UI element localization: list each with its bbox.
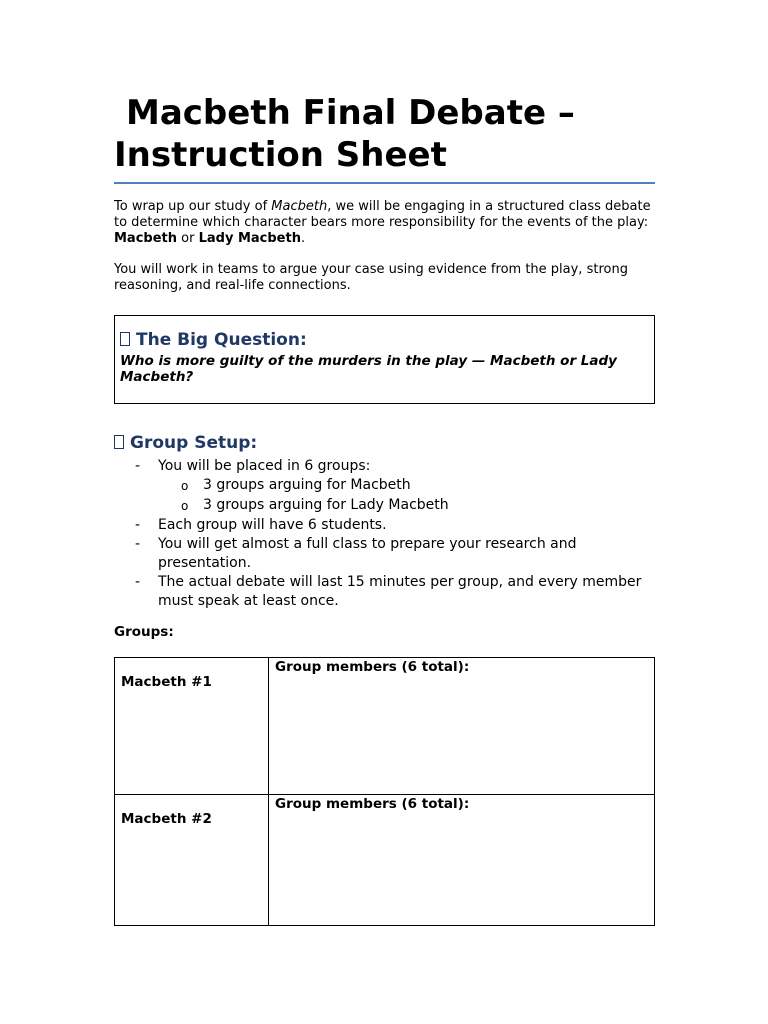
group-members-label: Group members (6 total): xyxy=(275,796,470,812)
intro-lady-macbeth: Lady Macbeth xyxy=(198,231,301,246)
title-line-2: Instruction Sheet xyxy=(114,135,447,175)
bullet-dash: - xyxy=(135,517,141,533)
big-question-box xyxy=(114,315,655,404)
list-item xyxy=(114,457,655,476)
group-name-cell xyxy=(115,795,269,926)
list-item-text: Each group will have 6 students. xyxy=(158,517,387,533)
groups-table xyxy=(114,657,655,926)
groups-label: Groups: xyxy=(114,624,174,640)
bullet-dash: - xyxy=(135,458,141,474)
big-question-heading xyxy=(120,330,307,350)
intro-text: . xyxy=(300,231,306,246)
intro-paragraph xyxy=(114,199,655,247)
sub-list-item-text: 3 groups arguing for Macbeth xyxy=(203,477,411,493)
sub-list-item xyxy=(114,496,655,515)
list-item xyxy=(114,516,655,535)
intro-play-title: Macbeth xyxy=(271,199,328,214)
group-setup-heading xyxy=(114,433,257,453)
title-underline xyxy=(114,182,655,184)
bullet-dash: - xyxy=(135,574,141,590)
bullet-dash: - xyxy=(135,536,141,552)
intro-text: , we will be engaging in a structured class debate to determine which character bears more responsibility for the events of the play: xyxy=(114,199,651,230)
missing-glyph-icon xyxy=(120,332,130,346)
list-item-text: You will be placed in 6 groups: xyxy=(158,458,371,474)
group-members-cell[interactable] xyxy=(269,658,655,795)
big-question-text: Who is more guilty of the murders in the play — Macbeth or Lady Macbeth? xyxy=(120,353,617,385)
bullet-circle: o xyxy=(181,479,189,493)
intro-macbeth: Macbeth xyxy=(114,231,178,246)
document-title xyxy=(114,92,655,176)
table-row xyxy=(115,658,655,795)
group-setup-list xyxy=(114,457,655,611)
group-members-cell[interactable] xyxy=(269,795,655,926)
list-item xyxy=(114,573,655,611)
title-line-1: Macbeth Final Debate – xyxy=(126,93,575,133)
big-question-heading-text: The Big Question: xyxy=(136,330,307,350)
intro-text: To wrap up our study of xyxy=(114,199,272,214)
table-row xyxy=(115,795,655,926)
group-name: Macbeth #1 xyxy=(121,674,212,690)
group-name: Macbeth #2 xyxy=(121,811,212,827)
list-item-text: You will get almost a full class to prepare your research and presentation. xyxy=(158,536,577,571)
group-setup-heading-text: Group Setup: xyxy=(130,433,258,453)
list-item-text: The actual debate will last 15 minutes per group, and every member must speak at least once. xyxy=(158,574,642,609)
intro-text: or xyxy=(177,231,199,246)
bullet-circle: o xyxy=(181,499,189,513)
sub-list-item xyxy=(114,476,655,495)
list-item xyxy=(114,535,655,573)
group-members-label: Group members (6 total): xyxy=(275,659,470,675)
teams-paragraph: You will work in teams to argue your case using evidence from the play, strong reasoning, and real-life connections. xyxy=(114,262,628,293)
missing-glyph-icon xyxy=(114,435,124,449)
sub-list-item-text: 3 groups arguing for Lady Macbeth xyxy=(203,497,449,513)
group-name-cell xyxy=(115,658,269,795)
